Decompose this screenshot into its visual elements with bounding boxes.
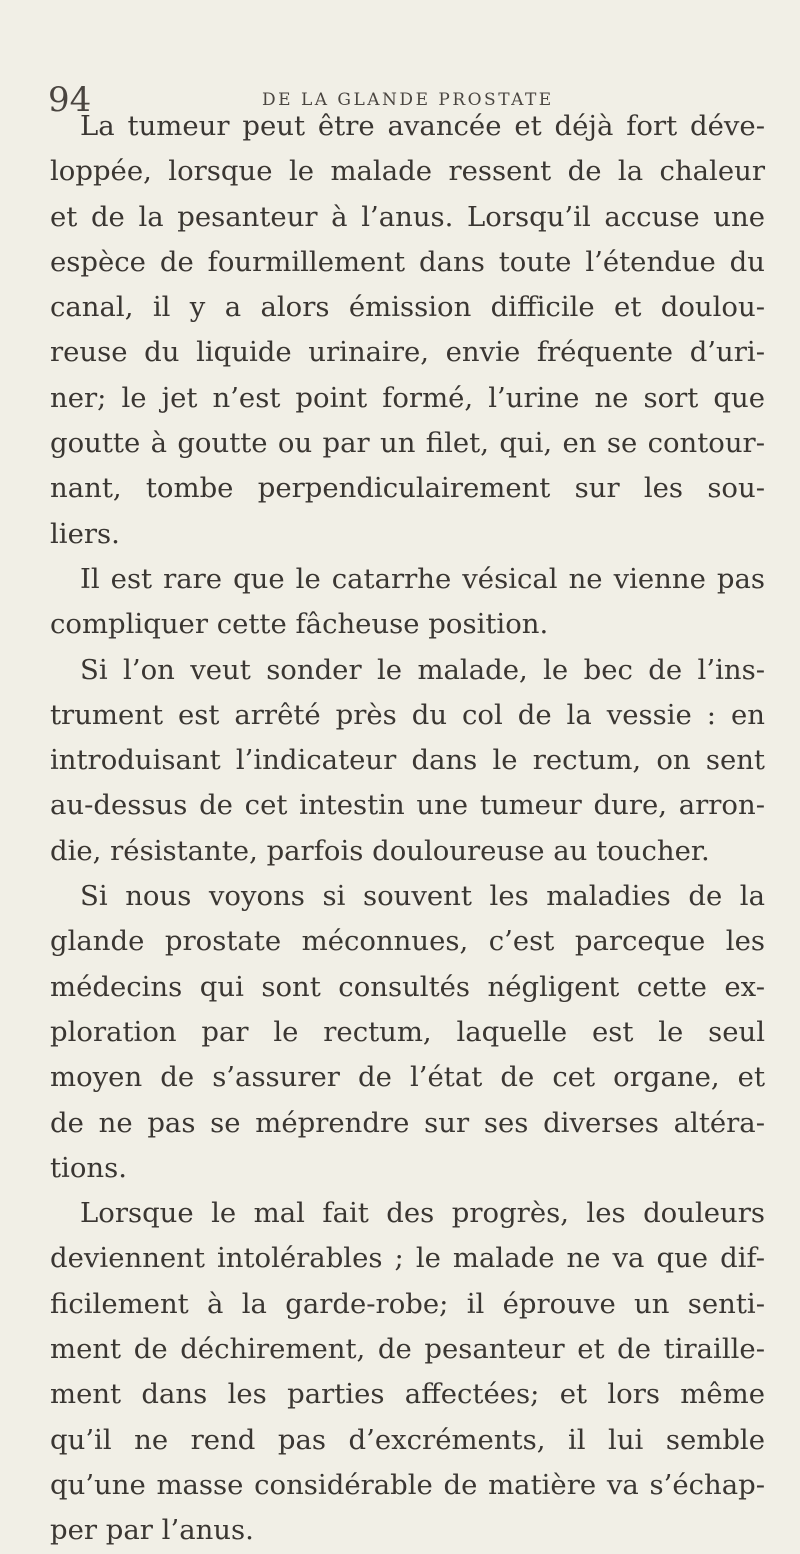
running-title: DE LA GLANDE PROSTATE: [262, 90, 554, 110]
text-line: Il est rare que le catarrhe vésical ne vienne pas: [80, 562, 765, 595]
text-line: trument est arrêté près du col de la vessie : en: [50, 698, 765, 731]
text-line: deviennent intolérables ; le malade ne va que dif-: [50, 1242, 765, 1275]
text-line: compliquer cette fâcheuse position.: [50, 608, 549, 641]
text-line: ploration par le rectum, laquelle est le seul: [50, 1015, 765, 1048]
text-line: loppée, lorsque le malade ressent de la chaleur: [50, 155, 765, 188]
text-line: au-dessus de cet intestin une tumeur dure, arron-: [50, 789, 765, 822]
text-line: médecins qui sont consultés négligent cette ex-: [50, 970, 765, 1003]
text-line: Si l’on veut sonder le malade, le bec de l’ins-: [80, 653, 765, 686]
text-line: Lorsque le mal fait des progrès, les douleurs: [80, 1197, 765, 1230]
text-line: liers.: [50, 517, 120, 550]
text-line: de ne pas se méprendre sur ses diverses altéra-: [50, 1106, 765, 1139]
text-line: ment de déchirement, de pesanteur et de tiraille-: [50, 1333, 765, 1366]
text-line: et de la pesanteur à l’anus. Lorsqu’il accuse une: [50, 200, 765, 233]
text-line: La tumeur peut être avancée et déjà fort déve-: [80, 110, 765, 142]
text-line: ment dans les parties affectées; et lors même: [50, 1378, 765, 1411]
text-line: nant, tombe perpendiculairement sur les sou-: [50, 472, 765, 505]
text-line: reuse du liquide urinaire, envie fréquente d’uri-: [50, 336, 765, 369]
text-line: ner; le jet n’est point formé, l’urine ne sort que: [50, 381, 765, 414]
text-line: introduisant l’indicateur dans le rectum, on sent: [50, 744, 765, 777]
text-line: qu’il ne rend pas d’excréments, il lui semble: [50, 1423, 765, 1456]
text-line: die, résistante, parfois douloureuse au toucher.: [50, 834, 710, 867]
text-line: per par l’anus.: [50, 1514, 254, 1547]
text-line: qu’une masse considérable de matière va s’échap-: [50, 1468, 765, 1501]
text-line: Si nous voyons si souvent les maladies de la: [80, 880, 765, 913]
text-line: espèce de fourmillement dans toute l’étendue du: [50, 245, 765, 278]
text-line: glande prostate méconnues, c’est parceque les: [50, 925, 765, 958]
text-line: canal, il y a alors émission difficile et doulou-: [50, 291, 765, 324]
page-number: 94: [48, 80, 92, 120]
text-line: goutte à goutte ou par un filet, qui, en se contour-: [50, 427, 765, 460]
text-line: ficilement à la garde-robe; il éprouve un senti-: [50, 1287, 765, 1320]
text-line: tions.: [50, 1151, 127, 1184]
body-text: [50, 104, 765, 1554]
text-line: moyen de s’assurer de l’état de cet organe, et: [50, 1061, 765, 1094]
